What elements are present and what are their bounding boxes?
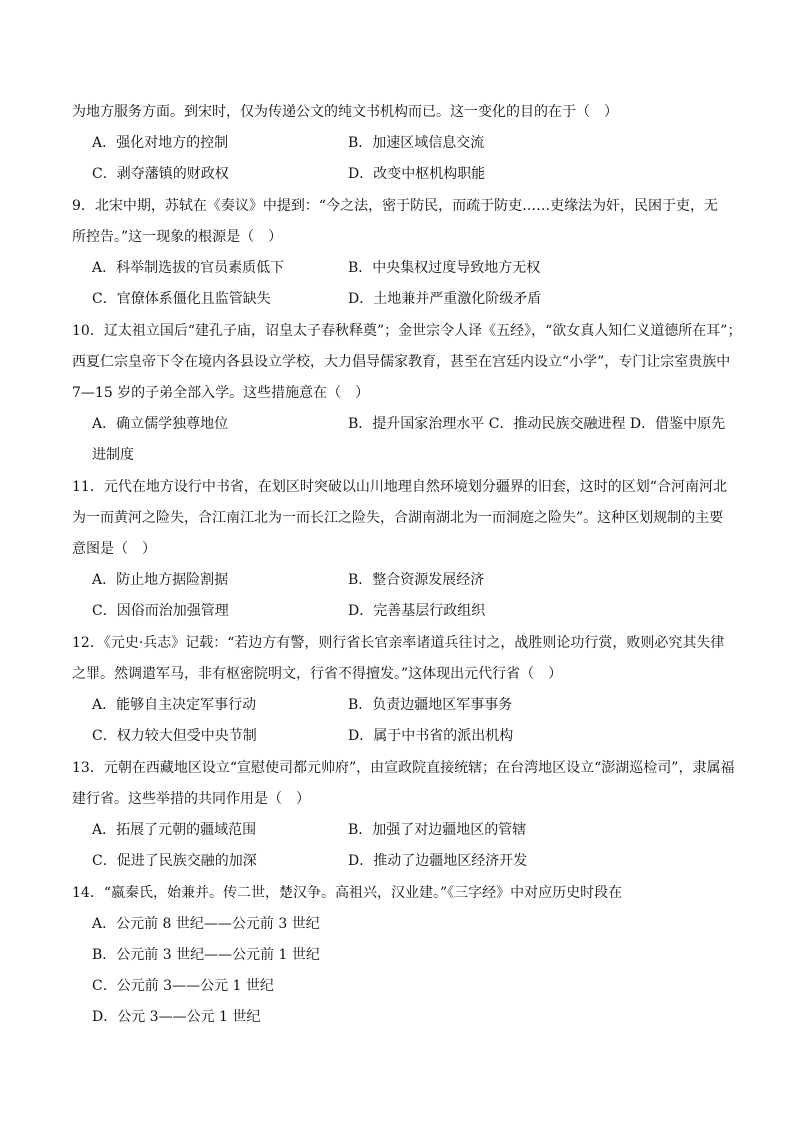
q10-option-d-continuation: 进制度: [92, 447, 134, 463]
q10-option-a: A．确立儒学独尊地位: [92, 416, 229, 432]
q9-stem-line-1: 9．北宋中期，苏轼在《奏议》中提到：“今之法，密于防民，而疏于防吏……吏缘法为奸，民困于吏，无: [72, 198, 719, 214]
q12-stem-line-2: 之罪。然调遣军马，非有枢密院明文，行省不得擅发。”这体现出元代行省（ ）: [72, 666, 563, 682]
q12-stem-line-1: 12．《元史·兵志》记载：“若边方有警，则行省长官亲率诸道兵往讨之，战胜则论功行赏，败则必究其失律: [72, 635, 725, 651]
q10-stem-line-2: 西夏仁宗皇帝下令在境内各县设立学校，大力倡导儒家教育，甚至在宫廷内设立“小学”，专门让宗室贵族中: [72, 354, 731, 370]
q9-option-c: C．官僚体系僵化且监管缺失: [92, 291, 271, 307]
q14-option-b: B．公元前 3 世纪——公元前 1 世纪: [92, 947, 320, 963]
q13-option-a: A．拓展了元朝的疆域范围: [92, 822, 257, 838]
q14-option-a: A．公元前 8 世纪——公元前 3 世纪: [92, 916, 320, 932]
q11-stem-line-3: 意图是（ ）: [72, 541, 156, 557]
q8-option-d: D．改变中枢机构职能: [348, 166, 486, 182]
q10-stem-line-1: 10．辽太祖立国后“建孔子庙，诏皇太子春秋释奠”；金世宗令人译《五经》，“欲女真人知仁义道德所在耳”；: [72, 323, 742, 339]
q13-option-c: C．促进了民族交融的加深: [92, 853, 257, 869]
q8-option-b: B．加速区域信息交流: [348, 135, 485, 151]
q11-option-b: B．整合资源发展经济: [348, 572, 485, 588]
q11-option-a: A．防止地方据险割据: [92, 572, 229, 588]
q8-option-c: C．剥夺藩镇的财政权: [92, 166, 229, 182]
q10-stem-line-3: 7—15 岁的子弟全部入学。这些措施意在（ ）: [72, 385, 370, 401]
q14-option-c: C．公元前 3——公元 1 世纪: [92, 978, 274, 994]
q8-stem-tail: 为地方服务方面。到宋时，仅为传递公文的纯文书机构而已。这一变化的目的在于（ ）: [72, 104, 618, 120]
q10-option-bcd: B．提升国家治理水平 C．推动民族交融进程 D．借鉴中原先: [348, 416, 726, 432]
q13-option-d: D．推动了边疆地区经济开发: [348, 853, 528, 869]
q9-option-a: A．科举制选拔的官员素质低下: [92, 260, 285, 276]
q9-option-d: D．土地兼并严重激化阶级矛盾: [348, 291, 542, 307]
q11-stem-line-1: 11．元代在地方设行中书省，在划区时突破以山川地理自然环境划分疆界的旧套，这时的区划“合河南河北: [72, 479, 727, 495]
q12-option-b: B．负责边疆地区军事事务: [348, 697, 513, 713]
q14-stem-line-1: 14．“嬴秦氏，始兼并。传二世，楚汉争。高祖兴，汉业建。”《三字经》中对应历史时段在: [72, 885, 623, 901]
q9-stem-line-2: 所控告。”这一现象的根源是（ ）: [72, 229, 283, 245]
q12-option-c: C．权力较大但受中央节制: [92, 728, 257, 744]
q13-stem-line-2: 建行省。这些举措的共同作用是（ ）: [72, 791, 310, 807]
q11-stem-line-2: 为一而黄河之险失，合江南江北为一而长江之险失，合湖南湖北为一而洞庭之险失”。这种区划规制的主要: [72, 510, 724, 526]
q13-stem-line-1: 13．元朝在西藏地区设立“宣慰使司都元帅府”，由宣政院直接统辖；在台湾地区设立“澎湖巡检司”，隶属福: [72, 760, 735, 776]
q12-option-d: D．属于中书省的派出机构: [348, 728, 514, 744]
q14-option-d: D．公元 3——公元 1 世纪: [92, 1009, 261, 1025]
q13-option-b: B．加强了对边疆地区的管辖: [348, 822, 527, 838]
q12-option-a: A．能够自主决定军事行动: [92, 697, 257, 713]
q11-option-c: C．因俗而治加强管理: [92, 603, 229, 619]
q9-option-b: B．中央集权过度导致地方无权: [348, 260, 541, 276]
q8-option-a: A．强化对地方的控制: [92, 135, 229, 151]
q11-option-d: D．完善基层行政组织: [348, 603, 486, 619]
